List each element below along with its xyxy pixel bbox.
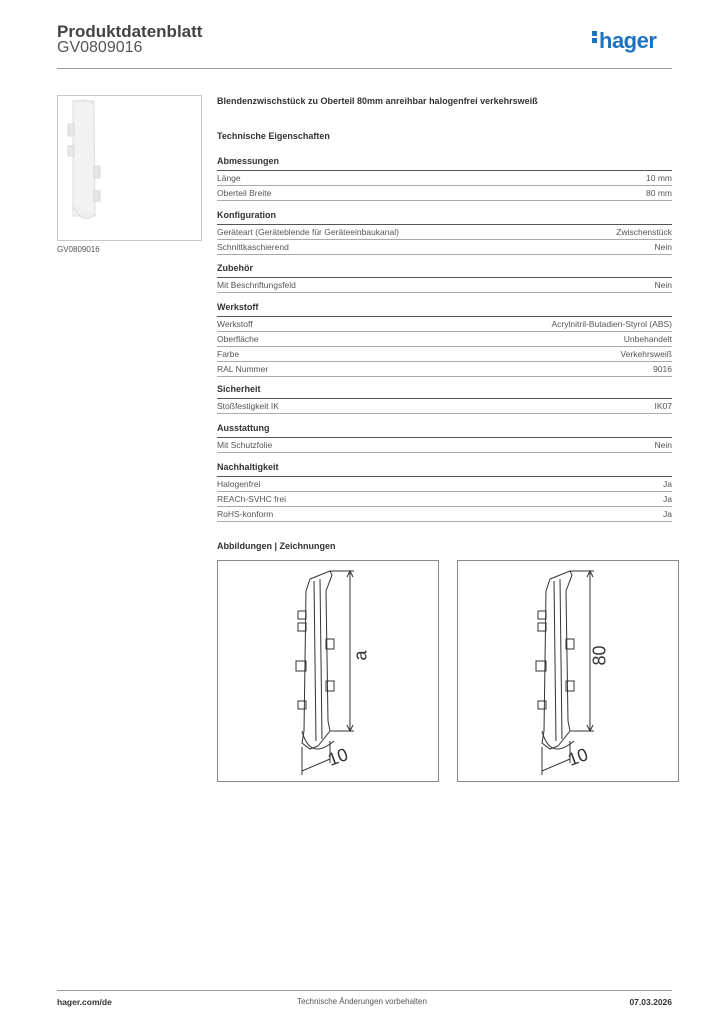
section-nachhaltigkeit <box>217 462 672 522</box>
row-value: Ja <box>663 479 672 489</box>
hager-logo <box>592 28 656 54</box>
tech-properties-title: Technische Eigenschaften <box>217 131 330 141</box>
row-value: 10 mm <box>646 173 672 183</box>
section-abmessungen <box>217 156 672 201</box>
dimension-height-label: 80 <box>589 645 610 666</box>
row-value: 9016 <box>653 364 672 374</box>
table-row <box>217 362 672 377</box>
table-row <box>217 438 672 453</box>
article-number: GV0809016 <box>57 39 143 56</box>
row-label: Mit Schutzfolie <box>217 440 273 450</box>
table-row <box>217 477 672 492</box>
thumbnail-caption: GV0809016 <box>57 245 100 254</box>
row-label: RoHS-konform <box>217 509 274 519</box>
logo-text: hager <box>599 28 657 53</box>
section-title: Nachhaltigkeit <box>217 462 672 477</box>
figures-title: Abbildungen | Zeichnungen <box>217 541 336 551</box>
row-label: Geräteart (Geräteblende für Geräteeinbaukanal) <box>217 227 399 237</box>
table-row <box>217 171 672 186</box>
dimension-width-label: 10 <box>565 744 591 770</box>
row-label: Länge <box>217 173 241 183</box>
section-title: Ausstattung <box>217 423 672 438</box>
row-label: Stoßfestigkeit IK <box>217 401 279 411</box>
row-label: Farbe <box>217 349 240 359</box>
table-row <box>217 317 672 332</box>
table-row <box>217 186 672 201</box>
row-value: Unbehandelt <box>623 334 672 344</box>
product-image-icon <box>58 96 201 240</box>
row-value: Nein <box>654 440 672 450</box>
footer-website-link[interactable]: hager.com/de <box>57 997 112 1007</box>
logo-dots-icon <box>592 31 598 45</box>
footer-note: Technische Änderungen vorbehalten <box>297 997 427 1006</box>
dimension-width-label: 10 <box>325 744 351 770</box>
row-value: Verkehrsweiß <box>620 349 672 359</box>
section-zubehoer <box>217 263 672 293</box>
drawing-1-svg <box>218 561 438 781</box>
row-value: Nein <box>654 242 672 252</box>
table-row <box>217 225 672 240</box>
row-label: REACh-SVHC frei <box>217 494 286 504</box>
dimension-height-label: a <box>350 650 371 661</box>
row-label: RAL Nummer <box>217 364 269 374</box>
table-row <box>217 347 672 362</box>
row-value: Acrylnitril-Butadien-Styrol (ABS) <box>551 319 672 329</box>
section-konfiguration <box>217 210 672 255</box>
row-value: Zwischenstück <box>616 227 672 237</box>
drawing-1 <box>217 560 439 782</box>
row-value: Nein <box>654 280 672 290</box>
table-row <box>217 332 672 347</box>
section-title: Sicherheit <box>217 384 672 399</box>
section-title: Konfiguration <box>217 210 672 225</box>
table-row <box>217 240 672 255</box>
table-row <box>217 492 672 507</box>
row-label: Oberteil Breite <box>217 188 272 198</box>
row-label: Halogenfrei <box>217 479 261 489</box>
row-label: Oberfläche <box>217 334 259 344</box>
row-value: Ja <box>663 509 672 519</box>
footer-divider <box>57 990 672 991</box>
section-werkstoff <box>217 302 672 377</box>
section-sicherheit <box>217 384 672 414</box>
row-label: Schnittkaschierend <box>217 242 289 252</box>
table-row <box>217 278 672 293</box>
drawing-2-svg <box>458 561 678 781</box>
table-row <box>217 399 672 414</box>
page-title: Produktdatenblatt <box>57 22 203 41</box>
header-divider <box>57 68 672 69</box>
section-title: Werkstoff <box>217 302 672 317</box>
section-title: Abmessungen <box>217 156 672 171</box>
row-label: Mit Beschriftungsfeld <box>217 280 296 290</box>
row-value: 80 mm <box>646 188 672 198</box>
row-value: IK07 <box>654 401 672 411</box>
section-ausstattung <box>217 423 672 453</box>
footer-date: 07.03.2026 <box>629 997 672 1007</box>
section-title: Zubehör <box>217 263 672 278</box>
drawing-2 <box>457 560 679 782</box>
table-row <box>217 507 672 522</box>
row-label: Werkstoff <box>217 319 253 329</box>
row-value: Ja <box>663 494 672 504</box>
product-thumbnail <box>57 95 202 241</box>
product-title: Blendenzwischstück zu Oberteil 80mm anreihbar halogenfrei verkehrsweiß <box>217 96 538 106</box>
